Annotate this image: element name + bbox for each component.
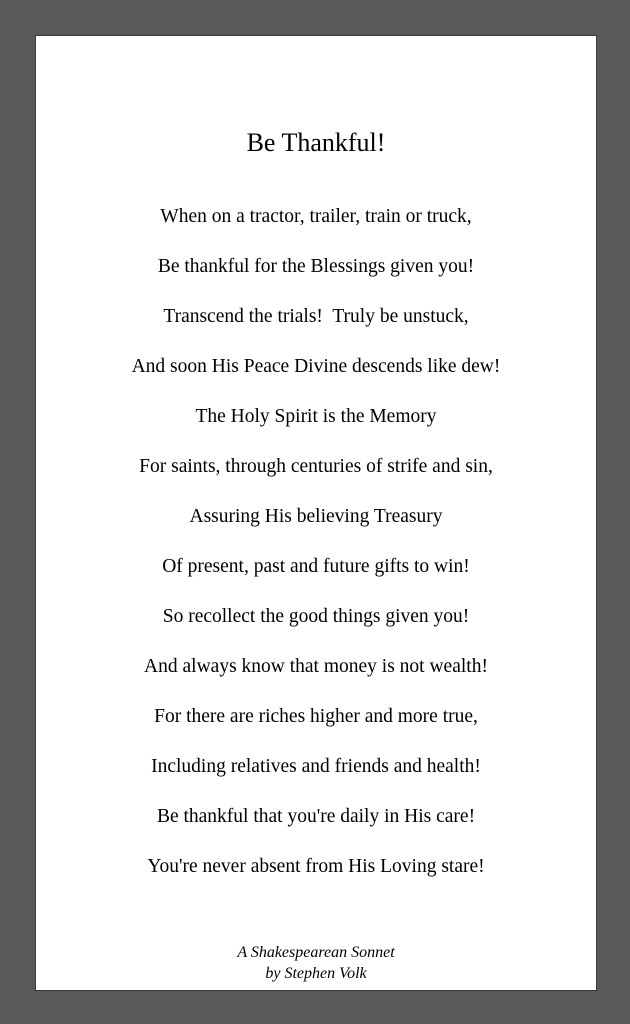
poem-lines — [36, 203, 596, 903]
poem-line: So recollect the good things given you! — [162, 606, 470, 627]
poem-form-label: A Shakespearean Sonnet — [237, 944, 395, 961]
poem-author: by Stephen Volk — [265, 965, 367, 982]
poem-line: Transcend the trials! Truly be unstuck, — [163, 306, 469, 327]
poem-line: You're never absent from His Loving stare! — [147, 856, 485, 877]
poem-line: And soon His Peace Divine descends like dew! — [131, 356, 501, 377]
poem-line: For there are riches higher and more true, — [154, 706, 478, 727]
poem-line: And always know that money is not wealth! — [144, 656, 488, 677]
poem-line: The Holy Spirit is the Memory — [195, 406, 437, 427]
poem-line: Assuring His believing Treasury — [189, 506, 443, 527]
poem-line: Be thankful that you're daily in His care! — [156, 806, 476, 827]
poem-credits — [36, 942, 596, 984]
poem-line: When on a tractor, trailer, train or truck, — [160, 206, 472, 227]
poem-title: Be Thankful! — [246, 128, 386, 157]
poem-page — [35, 35, 597, 991]
poem-line: Including relatives and friends and health! — [151, 756, 481, 777]
poem-line: Be thankful for the Blessings given you! — [157, 256, 475, 277]
poem-line: Of present, past and future gifts to win! — [162, 556, 470, 577]
poem-line: For saints, through centuries of strife and sin, — [139, 456, 493, 477]
